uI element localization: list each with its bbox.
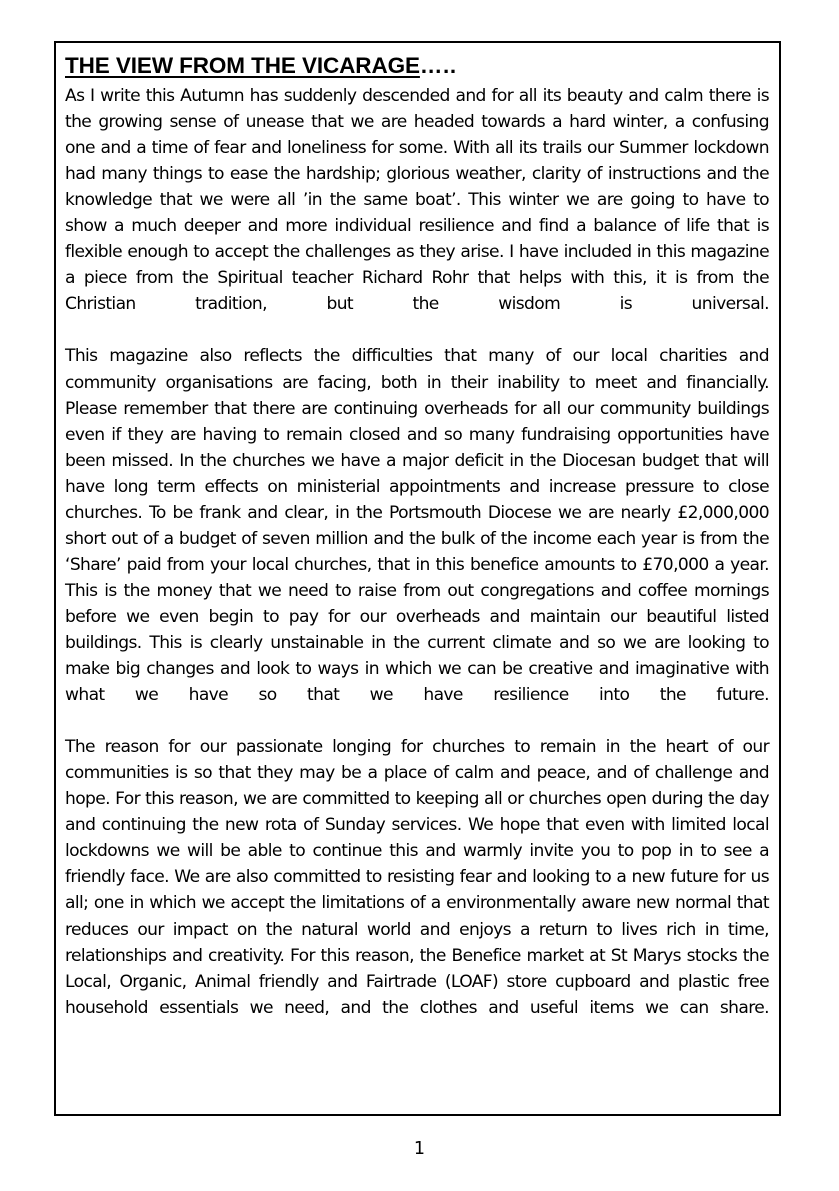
- article-paragraph-2: This magazine also reflects the difficulties that many of our local charities and community organisations are facing, both in their inability to meet and financially. Please remember that there are continuing overheads for all our community buildings even if they are having to remain closed and so many fundraising opportunities have been missed. In the churches we have a major deficit in the Diocesan budget that will have long term effects on ministerial appointments and increase pressure to close churches. To be frank and clear, in the Portsmouth Diocese we are nearly £2,000,000 short out of a budget of seven million and the bulk of the income each year is from the ‘Share’ paid from your local churches, that in this benefice amounts to £70,000 a year. This is the money that we need to raise from out congregations and coffee mornings before we even begin to pay for our overheads and maintain our beautiful listed buildings. This is clearly unstainable in the current climate and so we are looking to make big changes and look to ways in which we can be creative and imaginative with what we have so that we have resilience into the future.: [65, 346, 769, 706]
- page-number: 1: [413, 1139, 426, 1159]
- page-title: [65, 52, 769, 79]
- page-title-text: THE VIEW FROM THE VICARAGE: [65, 53, 420, 78]
- article-paragraph-1: As I write this Autumn has suddenly descended and for all its beauty and calm there is the growing sense of unease that we are headed towards a hard winter, a confusing one and a time of fear and loneliness for some. With all its trails our Summer lockdown had many things to ease the hardship; glorious weather, clarity of instructions and the knowledge that we were all ’in the same boat’. This winter we are going to have to show a much deeper and more individual resilience and find a balance of life that is flexible enough to accept the challenges as they arise. I have included in this magazine a piece from the Spiritual teacher Richard Rohr that helps with this, it is from the Christian tradition, but the wisdom is universal.: [65, 86, 769, 315]
- article-border-box: [54, 41, 781, 1116]
- page-title-ellipsis: …..: [419, 53, 457, 78]
- article-paragraph-3: The reason for our passionate longing for churches to remain in the heart of our communities is so that they may be a place of calm and peace, and of challenge and hope. For this reason, we are committed to keeping all or churches open during the day and continuing the new rota of Sunday services. We hope that even with limited local lockdowns we will be able to continue this and warmly invite you to pop in to see a friendly face. We are also committed to resisting fear and looking to a new future for us all; one in which we accept the limitations of a environmentally aware new normal that reduces our impact on the natural world and enjoys a return to lives rich in time, relationships and creativity. For this reason, the Benefice market at St Marys stocks the Local, Organic, Animal friendly and Fairtrade (LOAF) store cupboard and plastic free household essentials we need, and the clothes and useful items we can share.: [65, 737, 769, 1018]
